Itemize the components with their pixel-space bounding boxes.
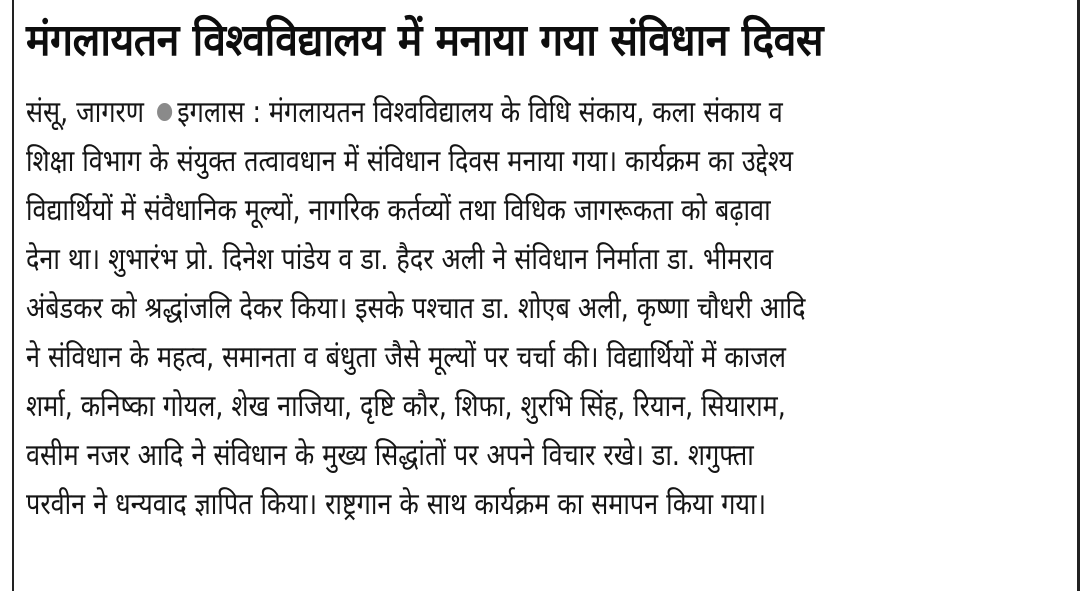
article-line-2: शिक्षा विभाग के संयुक्त तत्वावधान में संविधान दिवस मनाया गया। कार्यक्रम का उद्देश्य: [26, 144, 794, 179]
byline-source: संसू, जागरण: [26, 95, 145, 130]
article-line-5: अंबेडकर को श्रद्धांजलि देकर किया। इसके पश्चात डा. शोएब अली, कृष्णा चौधरी आदि: [26, 291, 806, 326]
bullet-dot-icon: [157, 103, 172, 121]
clipping-left-border: [12, 0, 14, 591]
article-line-6: ने संविधान के महत्व, समानता व बंधुता जैसे मूल्यों पर चर्चा की। विद्यार्थियों में काजल: [26, 340, 787, 375]
article-line-9: परवीन ने धन्यवाद ज्ञापित किया। राष्ट्रगान के साथ कार्यक्रम का समापन किया गया।: [26, 487, 767, 522]
byline-location: इगलास :: [177, 95, 261, 130]
article-headline: मंगलायतन विश्वविद्यालय में मनाया गया संविधान दिवस: [26, 15, 824, 66]
article-line-7: शर्मा, कनिष्का गोयल, शेख नाजिया, दृष्टि कौर, शिफा, शुरभि सिंह, रियान, सियाराम,: [26, 389, 786, 424]
article-line-3: विद्यार्थियों में संवैधानिक मूल्यों, नागरिक कर्तव्यों तथा विधिक जागरूकता को बढ़ावा: [26, 193, 771, 228]
article-line-1: [26, 88, 891, 137]
article-line-4: देना था। शुभारंभ प्रो. दिनेश पांडेय व डा. हैदर अली ने संविधान निर्माता डा. भीमराव: [26, 242, 774, 277]
body-line-text: मंगलायतन विश्वविद्यालय के विधि संकाय, कला संकाय व: [268, 95, 783, 130]
article-line-8: वसीम नजर आदि ने संविधान के मुख्य सिद्धांतों पर अपने विचार रखे। डा. शगुफ्ता: [26, 438, 754, 473]
article-body: [26, 88, 1056, 584]
